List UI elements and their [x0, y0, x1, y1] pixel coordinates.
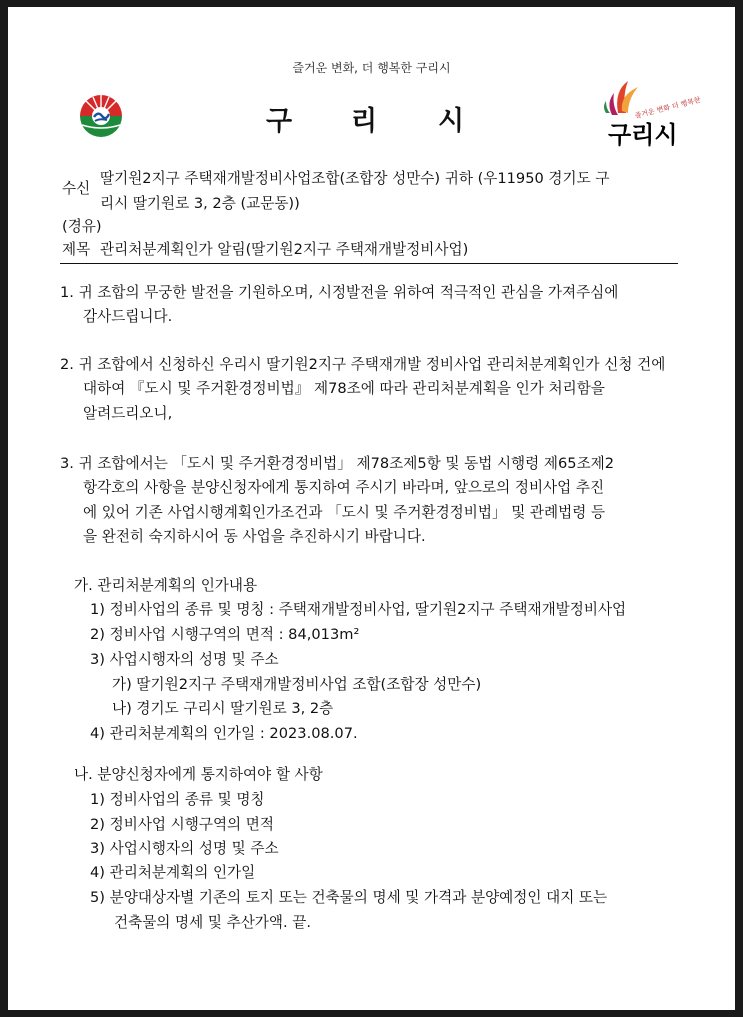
section-ga-item-1: 1) 정비사업의 종류 및 명칭 : 주택재개발정비사업, 딸기원2지구 주택재개발정비사업 — [90, 601, 627, 618]
paragraph-2-line-2: 대하여 『도시 및 주거환경정비법』 제78조에 따라 관리처분계획을 인가 처리함을 — [83, 380, 605, 397]
brush-logo-tagline: 즐거운 변화 더 행복한 — [634, 95, 702, 121]
city-title-char-3: 시 — [438, 106, 465, 137]
header-divider — [60, 263, 678, 264]
guri-emblem-icon — [76, 91, 126, 137]
city-title-char-2: 리 — [351, 106, 378, 137]
section-na-item-5-line-1: 5) 분양대상자별 기존의 토지 또는 건축물의 명세 및 가격과 분양예정인 대지 또는 — [90, 889, 608, 906]
section-na-item-5-line-2: 건축물의 명세 및 추산가액. 끝. — [114, 914, 312, 931]
paragraph-2-line-3: 알려드리오니, — [83, 405, 173, 422]
recipient-label: 수신 — [62, 180, 91, 197]
section-na-item-4: 4) 관리처분계획의 인가일 — [90, 864, 256, 881]
paragraph-3-line-4: 을 완전히 숙지하시어 동 사업을 추진하시기 바랍니다. — [83, 528, 426, 545]
paragraph-3-line-3: 에 있어 기존 사업시행계획인가조건과 「도시 및 주거환경정비법」 및 관례법령 등 — [83, 504, 606, 521]
section-na-item-1: 1) 정비사업의 종류 및 명칭 — [90, 791, 265, 808]
paragraph-1-line-1: 1. 귀 조합의 무궁한 발전을 기원하오며, 시정발전을 위하여 적극적인 관심을 가져주심에 — [60, 284, 619, 301]
section-ga-item-4: 4) 관리처분계획의 인가일 : 2023.08.07. — [90, 725, 358, 742]
brush-logo-text: 구리시 — [608, 120, 678, 149]
document-page — [8, 7, 735, 1010]
via-label: (경유) — [62, 218, 102, 235]
paragraph-3-line-1: 3. 귀 조합에서는 「도시 및 주거환경정비법」 제78조제5항 및 동법 시행령 제65조제2 — [60, 455, 615, 472]
section-ga-item-3-sub-na: 나) 경기도 구리시 딸기원로 3, 2층 — [112, 700, 334, 717]
recipient-line-2: 리시 딸기원로 3, 2층 (교문동)) — [100, 195, 300, 212]
recipient-line-1: 딸기원2지구 주택재개발정비사업조합(조합장 성만수) 귀하 (우11950 경기도 구 — [100, 170, 610, 187]
section-na-title: 나. 분양신청자에게 통지하여야 할 사항 — [74, 766, 323, 783]
paragraph-3-line-2: 항각호의 사항을 분양신청자에게 통지하여 주시기 바라며, 앞으로의 정비사업 추진 — [83, 479, 605, 496]
subject-text: 관리처분계획인가 알림(딸기원2지구 주택재개발정비사업) — [100, 241, 469, 258]
slogan: 즐거운 변화, 더 행복한 구리시 — [292, 61, 451, 75]
section-na-item-3: 3) 사업시행자의 성명 및 주소 — [90, 840, 279, 857]
paragraph-2-line-1: 2. 귀 조합에서 신청하신 우리시 딸기원2지구 주택재개발 정비사업 관리처분계획인가 신청 건에 — [60, 356, 666, 373]
section-ga-item-2: 2) 정비사업 시행구역의 면적 : 84,013m² — [90, 626, 360, 643]
section-na-item-2: 2) 정비사업 시행구역의 면적 — [90, 816, 274, 833]
subject-label: 제목 — [62, 241, 91, 258]
city-title-char-1: 구 — [266, 106, 293, 137]
paragraph-1-line-2: 감사드립니다. — [83, 308, 173, 325]
section-ga-item-3: 3) 사업시행자의 성명 및 주소 — [90, 651, 279, 668]
section-ga-item-3-sub-ga: 가) 딸기원2지구 주택재개발정비사업 조합(조합장 성만수) — [112, 676, 482, 693]
section-ga-title: 가. 관리처분계획의 인가내용 — [74, 577, 258, 594]
